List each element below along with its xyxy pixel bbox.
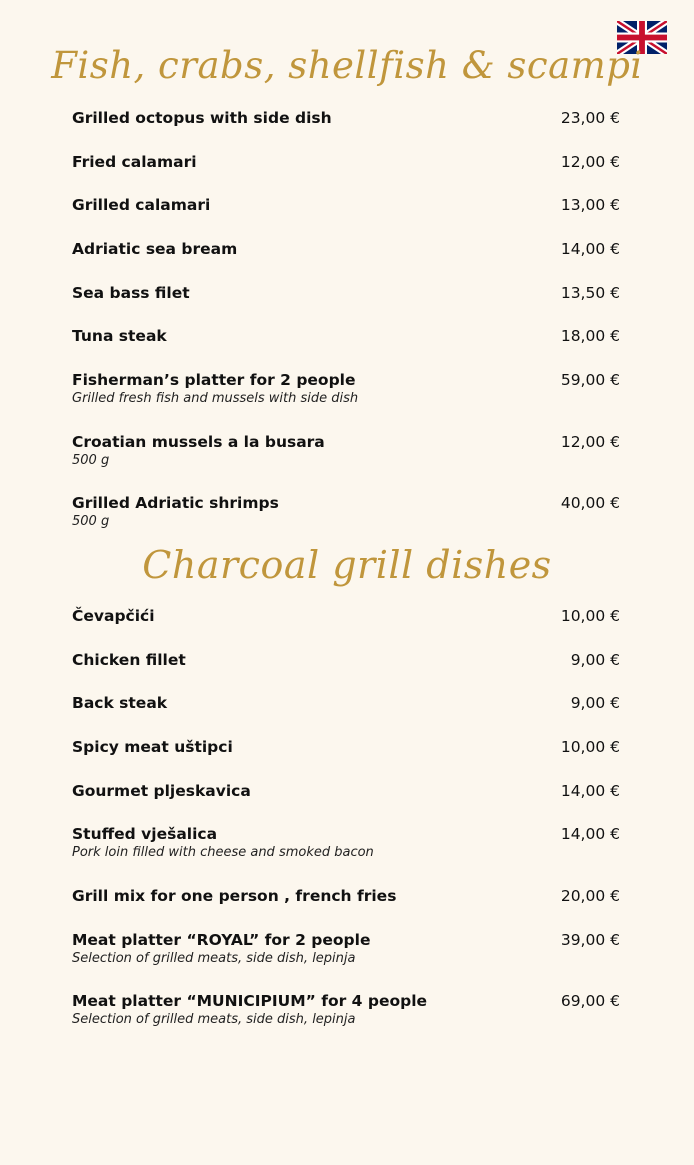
item-name: Grilled calamari bbox=[72, 196, 211, 215]
item-price: 23,00 € bbox=[560, 109, 620, 127]
menu-item bbox=[72, 195, 620, 239]
item-price: 9,00 € bbox=[570, 694, 620, 713]
menu-item bbox=[72, 650, 620, 694]
item-price: 14,00 € bbox=[560, 781, 620, 800]
item-name: Meat platter “ROYAL” for 2 people bbox=[72, 930, 371, 949]
menu-item bbox=[72, 781, 620, 825]
item-price: 14,00 € bbox=[560, 240, 620, 259]
item-price: 14,00 € bbox=[560, 825, 620, 844]
item-price: 39,00 € bbox=[560, 930, 620, 949]
item-price: 12,00 € bbox=[560, 432, 620, 451]
menu-item bbox=[72, 108, 620, 152]
menu-item bbox=[72, 693, 620, 737]
item-price: 12,00 € bbox=[560, 152, 620, 171]
menu-item bbox=[72, 239, 620, 283]
item-description: Grilled fresh fish and mussels with side dish bbox=[72, 391, 359, 407]
item-name: Tuna steak bbox=[72, 327, 167, 346]
item-name: Gourmet pljeskavica bbox=[72, 781, 251, 800]
menu-item bbox=[72, 886, 620, 930]
item-name: Grilled Adriatic shrimps bbox=[72, 494, 279, 513]
item-description: Pork loin filled with cheese and smoked bacon bbox=[72, 845, 374, 861]
menu-item bbox=[72, 606, 620, 650]
item-price: 13,00 € bbox=[560, 196, 620, 215]
item-price: 10,00 € bbox=[560, 607, 620, 625]
item-name: Grilled octopus with side dish bbox=[72, 109, 332, 127]
item-name: Fisherman’s platter for 2 people bbox=[72, 371, 356, 390]
item-price: 9,00 € bbox=[570, 650, 620, 669]
item-description: Selection of grilled meats, side dish, lepinja bbox=[72, 1012, 356, 1028]
item-price: 10,00 € bbox=[560, 738, 620, 757]
section-title-fish: Fish, crabs, shellfish & scampi bbox=[51, 44, 643, 87]
menu-list-fish bbox=[72, 108, 620, 555]
item-name: Adriatic sea bream bbox=[72, 240, 238, 259]
item-price: 20,00 € bbox=[560, 886, 620, 905]
menu-item bbox=[72, 824, 620, 886]
menu-item bbox=[72, 991, 620, 1053]
menu-item bbox=[72, 930, 620, 992]
item-price: 59,00 € bbox=[560, 371, 620, 390]
item-price: 18,00 € bbox=[560, 327, 620, 346]
item-price: 69,00 € bbox=[560, 992, 620, 1011]
section-title-grill: Charcoal grill dishes bbox=[142, 543, 552, 587]
item-description: 500 g bbox=[72, 514, 110, 530]
item-name: Grill mix for one person , french fries bbox=[72, 886, 397, 905]
item-description: 500 g bbox=[72, 452, 110, 468]
item-description: Selection of grilled meats, side dish, lepinja bbox=[72, 950, 356, 966]
item-name: Spicy meat uštipci bbox=[72, 738, 233, 757]
item-price: 13,50 € bbox=[560, 283, 620, 302]
menu-item bbox=[72, 432, 620, 494]
item-name: Meat platter “MUNICIPIUM” for 4 people bbox=[72, 992, 428, 1011]
item-name: Chicken fillet bbox=[72, 650, 186, 669]
item-name: Sea bass filet bbox=[72, 283, 190, 302]
item-name: Čevapčići bbox=[72, 607, 155, 625]
menu-item bbox=[72, 152, 620, 196]
menu-item bbox=[72, 326, 620, 370]
menu-item bbox=[72, 283, 620, 327]
menu-list-grill bbox=[72, 606, 620, 1053]
item-name: Back steak bbox=[72, 694, 168, 713]
menu-item bbox=[72, 737, 620, 781]
item-price: 40,00 € bbox=[560, 494, 620, 513]
item-name: Croatian mussels a la busara bbox=[72, 432, 325, 451]
item-name: Fried calamari bbox=[72, 152, 197, 171]
menu-item bbox=[72, 370, 620, 432]
item-name: Stuffed vješalica bbox=[72, 825, 218, 844]
